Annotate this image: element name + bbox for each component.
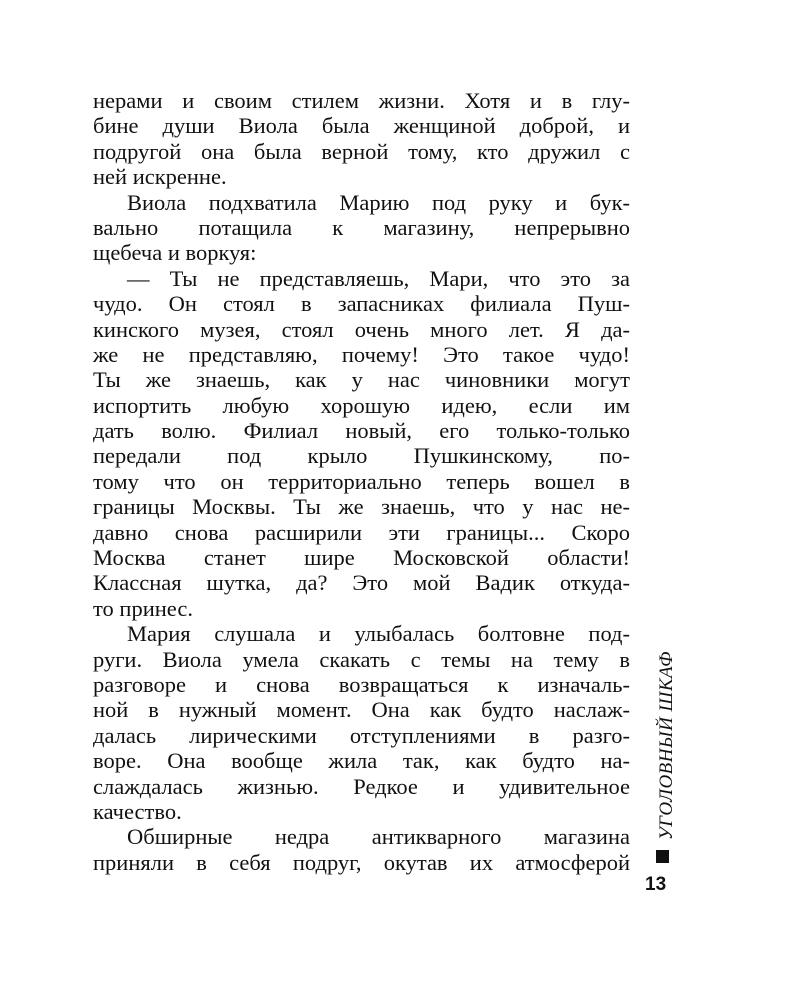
text-line: Классная шутка, да? Это мой Вадик откуда- xyxy=(93,570,630,596)
text-line: Обширные недра антикварного магазина xyxy=(127,824,630,850)
text-line: слаждалась жизнью. Редкое и удивительное xyxy=(93,773,630,799)
text-line: вально потащила к магазину, непрерывно xyxy=(93,214,630,240)
text-line: давно снова расширили эти границы... Скоро xyxy=(93,519,630,545)
text-line: Мария слушала и улыбалась болтовне под- xyxy=(127,621,630,647)
text-line: ней искренне. xyxy=(93,164,227,190)
body-text xyxy=(93,88,630,875)
text-line: руги. Виола умела скакать с темы на тему в xyxy=(93,646,630,672)
text-line: тому что он территориально теперь вошел в xyxy=(93,468,630,494)
text-line: воре. Она вообще жила так, как будто на- xyxy=(93,748,630,774)
text-line: качество. xyxy=(93,798,182,824)
square-marker-icon xyxy=(656,850,669,863)
text-line: — Ты не представляешь, Мари, что это за xyxy=(127,265,630,291)
text-line: разговоре и снова возвращаться к изначаль- xyxy=(93,671,630,697)
text-line: чудо. Он стоял в запасниках филиала Пуш- xyxy=(93,291,630,317)
text-line: ной в нужный момент. Она как будто наслаж- xyxy=(93,697,630,723)
page-number: 13 xyxy=(645,874,667,895)
text-line: кинского музея, стоял очень много лет. Я да- xyxy=(93,316,630,342)
text-line: границы Москвы. Ты же знаешь, что у нас не- xyxy=(93,494,630,520)
text-line: Москва станет шире Московской области! xyxy=(93,545,630,571)
text-line: подругой она была верной тому, кто дружил с xyxy=(93,138,630,164)
text-line: бине души Виола была женщиной доброй, и xyxy=(93,113,630,139)
text-line: Виола подхватила Марию под руку и бук- xyxy=(127,189,630,215)
text-line: далась лирическими отступлениями в разго- xyxy=(93,722,630,748)
text-line: Ты же знаешь, как у нас чиновники могут xyxy=(93,367,630,393)
text-line: передали под крыло Пушкинскому, по- xyxy=(93,443,630,469)
text-line: то принес. xyxy=(93,595,193,621)
text-line: нерами и своим стилем жизни. Хотя и в глу- xyxy=(93,88,630,113)
text-line: испортить любую хорошую идею, если им xyxy=(93,392,630,418)
text-line: щебеча и воркуя: xyxy=(93,240,257,266)
text-line: же не представляю, почему! Это такое чудо! xyxy=(93,341,630,367)
text-line: дать волю. Филиал новый, его только-только xyxy=(93,418,630,444)
running-head: УГОЛОВНЫЙ ШКАФ xyxy=(656,651,677,840)
text-line: приняли в себя подруг, окутав их атмосферой xyxy=(93,849,630,875)
